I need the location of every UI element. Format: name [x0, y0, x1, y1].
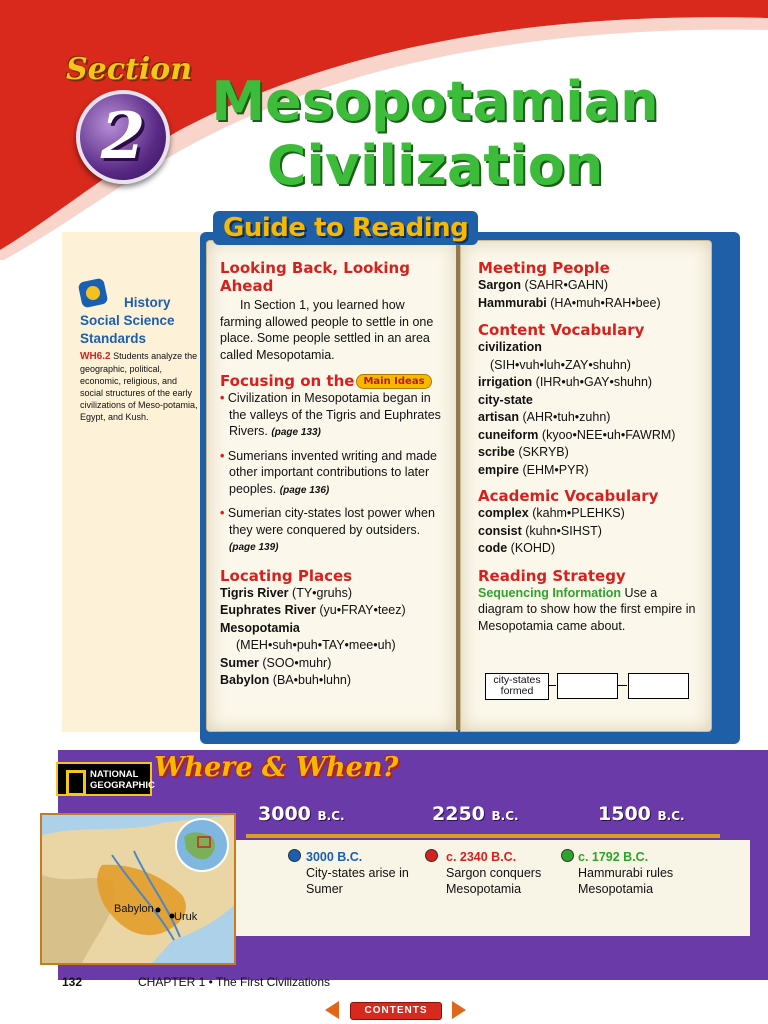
map-label-uruk: Uruk — [174, 911, 198, 923]
timeline-label-2250: 2250 B.C. — [432, 803, 519, 825]
focusing-heading: Focusing on the Main Ideas — [220, 372, 448, 390]
timeline-event-3: c. 1792 B.C. Hammurabi rules Mesopotamia — [578, 850, 674, 896]
diagram-box-2 — [557, 673, 618, 699]
academic-item: complex (kahm•PLEHKS) — [478, 506, 625, 520]
timeline-event-1: 3000 B.C. City-states arise in Sumer — [306, 850, 409, 896]
place-item: Tigris River (TY•gruhs) — [220, 585, 352, 600]
where-when-title: Where & When? — [154, 752, 399, 783]
national-geographic-logo: NATIONAL GEOGRAPHIC — [56, 762, 152, 796]
academic-vocab-heading: Academic Vocabulary — [478, 487, 659, 505]
next-page-arrow-icon[interactable] — [452, 1001, 466, 1019]
standards-code: WH6.2 — [80, 351, 111, 362]
timeline-dot-green — [561, 849, 574, 862]
section-number-badge: 2 — [76, 90, 170, 184]
place-item: Babylon (BA•buh•luhn) — [220, 673, 352, 687]
main-ideas-badge: Main Ideas — [356, 374, 431, 389]
timeline-dot-blue — [288, 849, 301, 862]
diagram-box-1: city-states formed — [485, 673, 549, 700]
previous-page-arrow-icon[interactable] — [325, 1001, 339, 1019]
vocab-item: artisan (AHR•tuh•zuhn) — [478, 410, 611, 424]
chapter-label: CHAPTER 1 • The First Civilizations — [138, 975, 331, 989]
looking-back-text: In Section 1, you learned how farming allowed people to settle in one place. Some people settled in an area called Mesopotamia. — [220, 298, 434, 362]
section-label: Section — [66, 52, 193, 87]
right-page-content — [478, 259, 698, 634]
looking-back-heading: Looking Back, Looking Ahead — [220, 259, 410, 295]
page-number: 132 — [62, 975, 83, 989]
main-idea-3: • Sumerian city-states lost power when they were conquered by outsiders. (page 139) — [220, 505, 448, 557]
place-item: Euphrates River (yu•FRAY•teez) — [220, 603, 406, 617]
vocab-item: cuneiform (kyoo•NEE•uh•FAWRM) — [478, 427, 676, 442]
page-title — [200, 70, 670, 198]
vocab-item: civilization (SIH•vuh•luh•ZAY•shuhn) — [478, 340, 631, 372]
mesopotamia-map — [40, 813, 236, 965]
vocab-item: empire (EHM•PYR) — [478, 462, 589, 477]
standards-text: WH6.2 Students analyze the geographic, political, economic, religious, and social structures of the early civilizations of Meso-potamia, Egypt, and Kush. — [80, 351, 198, 422]
standards-title: History Social Science Standards — [80, 295, 175, 346]
book-spine — [456, 240, 460, 730]
academic-item: consist (kuhn•SIHST) — [478, 523, 602, 538]
timeline-label-3000: 3000 B.C. — [258, 803, 345, 825]
diagram-arrow-2 — [617, 685, 627, 686]
people-item: Sargon (SAHR•GAHN) — [478, 278, 609, 292]
reading-strategy-text: Sequencing Information Use a diagram to show how the first empire in Mesopotamia came about. — [478, 585, 696, 633]
diagram-arrow-1 — [548, 685, 556, 686]
academic-item: code (KOHD) — [478, 541, 556, 555]
vocab-item: irrigation (IHR•uh•GAY•shuhn) — [478, 375, 653, 389]
timeline-label-1500: 1500 B.C. — [598, 803, 685, 825]
main-idea-1: • Civilization in Mesopotamia began in the valleys of the Tigris and Euphrates Rivers. (page 133) — [220, 390, 448, 442]
main-idea-2: • Sumerians invented writing and made other important contributions to later peoples. (page 136) — [220, 448, 448, 500]
meeting-people-heading: Meeting People — [478, 259, 610, 277]
title-line-1: Mesopotamian — [211, 70, 659, 133]
vocab-item: scribe (SKRYB) — [478, 445, 569, 459]
timeline-event-2: c. 2340 B.C. Sargon conquers Mesopotamia — [446, 850, 542, 896]
place-item: Sumer (SOO•muhr) — [220, 655, 332, 670]
left-page-content — [220, 259, 448, 690]
map-graphic — [42, 815, 234, 963]
timeline-dot-red — [425, 849, 438, 862]
content-vocab-heading: Content Vocabulary — [478, 321, 645, 339]
contents-button[interactable]: CONTENTS — [350, 1002, 442, 1020]
timeline-line — [246, 834, 720, 838]
locating-places-heading: Locating Places — [220, 566, 353, 585]
reading-strategy-heading: Reading Strategy — [478, 566, 626, 585]
diagram-box-3 — [628, 673, 689, 699]
guide-to-reading-banner: Guide to Reading — [213, 211, 478, 245]
people-item: Hammurabi (HA•muh•RAH•bee) — [478, 295, 661, 310]
place-item: Mesopotamia (MEH•suh•puh•TAY•mee•uh) — [220, 620, 396, 652]
title-line-2: Civilization — [266, 134, 604, 197]
vocab-item: city-state — [478, 392, 533, 407]
map-label-babylon: Babylon — [114, 903, 154, 915]
